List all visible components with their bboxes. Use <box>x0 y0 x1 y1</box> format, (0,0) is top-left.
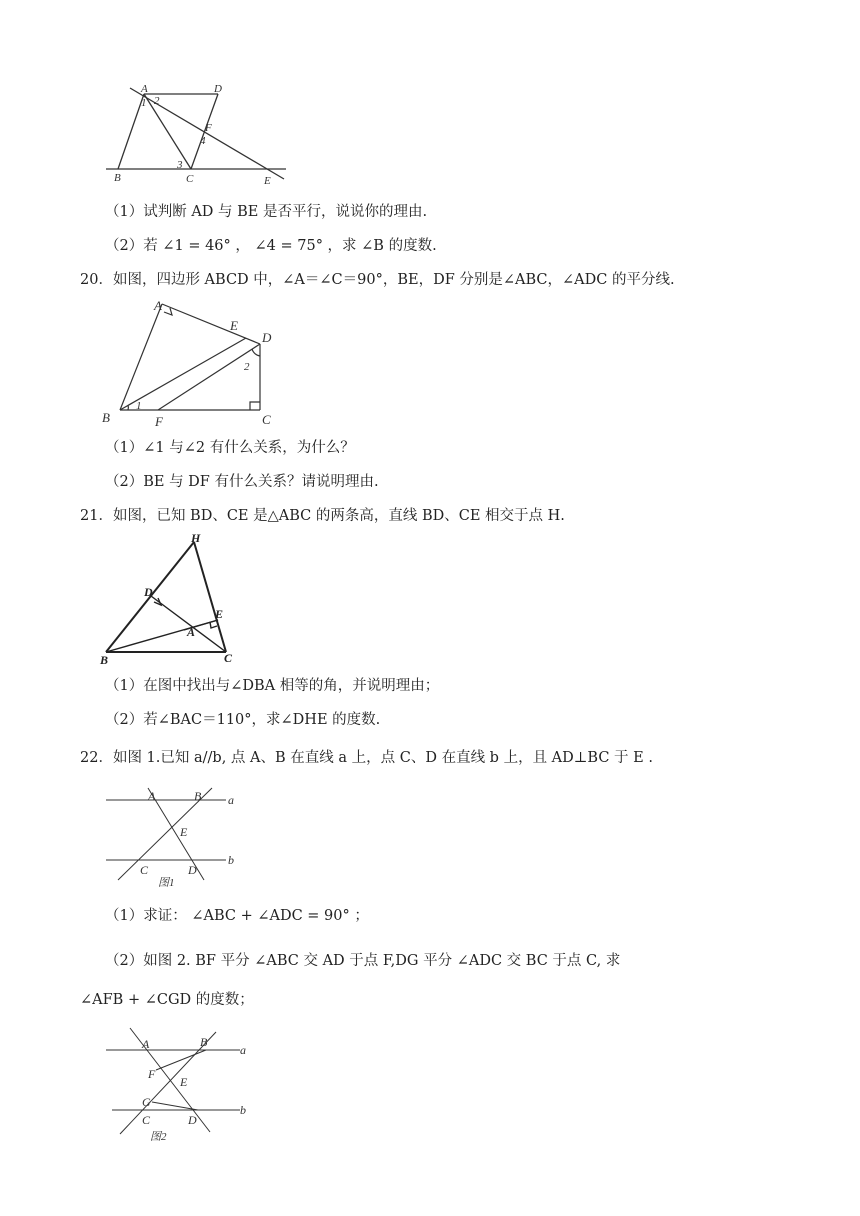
q20-label-2: 2 <box>244 361 250 373</box>
q19-label-3: 3 <box>177 159 183 171</box>
q22-f1-label-b: b <box>228 853 234 867</box>
q22-f1-label-B: B <box>194 789 202 803</box>
q19-figure <box>100 80 300 190</box>
q22-f1-label-A: A <box>148 789 156 803</box>
q20-part1: （1）∠1 与∠2 有什么关系，为什么？ <box>105 440 355 456</box>
q21-part1: （1）在图中找出与∠DBA 相等的角，并说明理由； <box>105 678 440 694</box>
q20-part2: （2）BE 与 DF 有什么关系？请说明理由. <box>105 474 379 490</box>
q19-label-C: C <box>186 173 194 185</box>
q21-label-H: H <box>191 532 201 545</box>
q22-part1: （1）求证： ∠ABC + ∠ADC = 90° ； <box>105 908 369 924</box>
q19-label-1: 1 <box>141 97 147 109</box>
q19-label-D: D <box>214 83 222 95</box>
q22-f2-caption: 图2 <box>150 1131 167 1143</box>
q21-stem: 21．如图，已知 BD、CE 是△ABC 的两条高，直线 BD、CE 相交于点 H. <box>80 508 565 524</box>
q19-part1: （1）试判断 AD 与 BE 是否平行，说说你的理由. <box>105 204 428 220</box>
q22-f2-label-a: a <box>240 1043 246 1057</box>
q21-label-C: C <box>224 651 233 665</box>
q20-label-E: E <box>230 318 238 333</box>
q21-label-B: B <box>100 653 109 667</box>
q21-figure <box>96 532 246 667</box>
q22-f2-label-C: C <box>142 1113 151 1127</box>
q20-label-A: A <box>154 298 162 313</box>
q19-label-E: E <box>264 175 271 187</box>
q21-label-D: D <box>144 585 153 599</box>
q20-stem: 20．如图，四边形 ABCD 中，∠A＝∠C＝90°，BE，DF 分别是∠ABC，∠ADC 的平分线. <box>80 272 675 288</box>
q19-label-F: F <box>205 122 212 134</box>
q22-f2-label-b: b <box>240 1103 246 1117</box>
q22-f2-label-F: F <box>148 1067 156 1081</box>
q19-label-4: 4 <box>200 135 206 147</box>
q21-label-A: A <box>187 625 196 639</box>
q20-label-D: D <box>262 330 272 345</box>
q21-part2: （2）若∠BAC＝110°，求∠DHE 的度数. <box>105 712 381 728</box>
q19-label-B: B <box>114 172 121 184</box>
q22-f1-label-D: D <box>188 863 197 877</box>
q22-part2-line2: ∠AFB + ∠CGD 的度数； <box>80 992 254 1008</box>
q19-part2: （2）若 ∠1 = 46° ， ∠4 = 75° ，求 ∠B 的度数. <box>105 238 437 254</box>
q22-f1-label-E: E <box>180 825 188 839</box>
q22-f1-label-C: C <box>140 863 149 877</box>
q22-f1-label-a: a <box>228 793 234 807</box>
q22-f2-label-D: D <box>188 1113 197 1127</box>
q22-f1-caption: 图1 <box>158 877 175 889</box>
q21-label-E: E <box>215 607 224 621</box>
q22-figure1 <box>100 780 250 890</box>
q19-label-2: 2 <box>154 95 160 107</box>
q20-label-C: C <box>262 412 271 427</box>
q20-figure <box>98 296 288 432</box>
q22-f2-label-A: A <box>142 1037 150 1051</box>
q22-f2-label-G: G <box>142 1095 151 1109</box>
q22-f2-label-E: E <box>180 1075 188 1089</box>
q20-label-1: 1 <box>136 400 142 412</box>
q22-f2-label-B: B <box>200 1035 208 1049</box>
q19-label-A: A <box>141 83 148 95</box>
q22-figure2 <box>100 1024 260 1144</box>
q20-label-B: B <box>102 410 110 425</box>
q20-label-F: F <box>155 414 163 429</box>
q22-stem: 22．如图 1.已知 a//b, 点 A、B 在直线 a 上，点 C、D 在直线 b 上，且 AD⊥BC 于 E . <box>80 750 653 766</box>
q22-part2-line1: （2）如图 2. BF 平分 ∠ABC 交 AD 于点 F,DG 平分 ∠ADC 交 BC 于点 C, 求 <box>105 953 621 969</box>
